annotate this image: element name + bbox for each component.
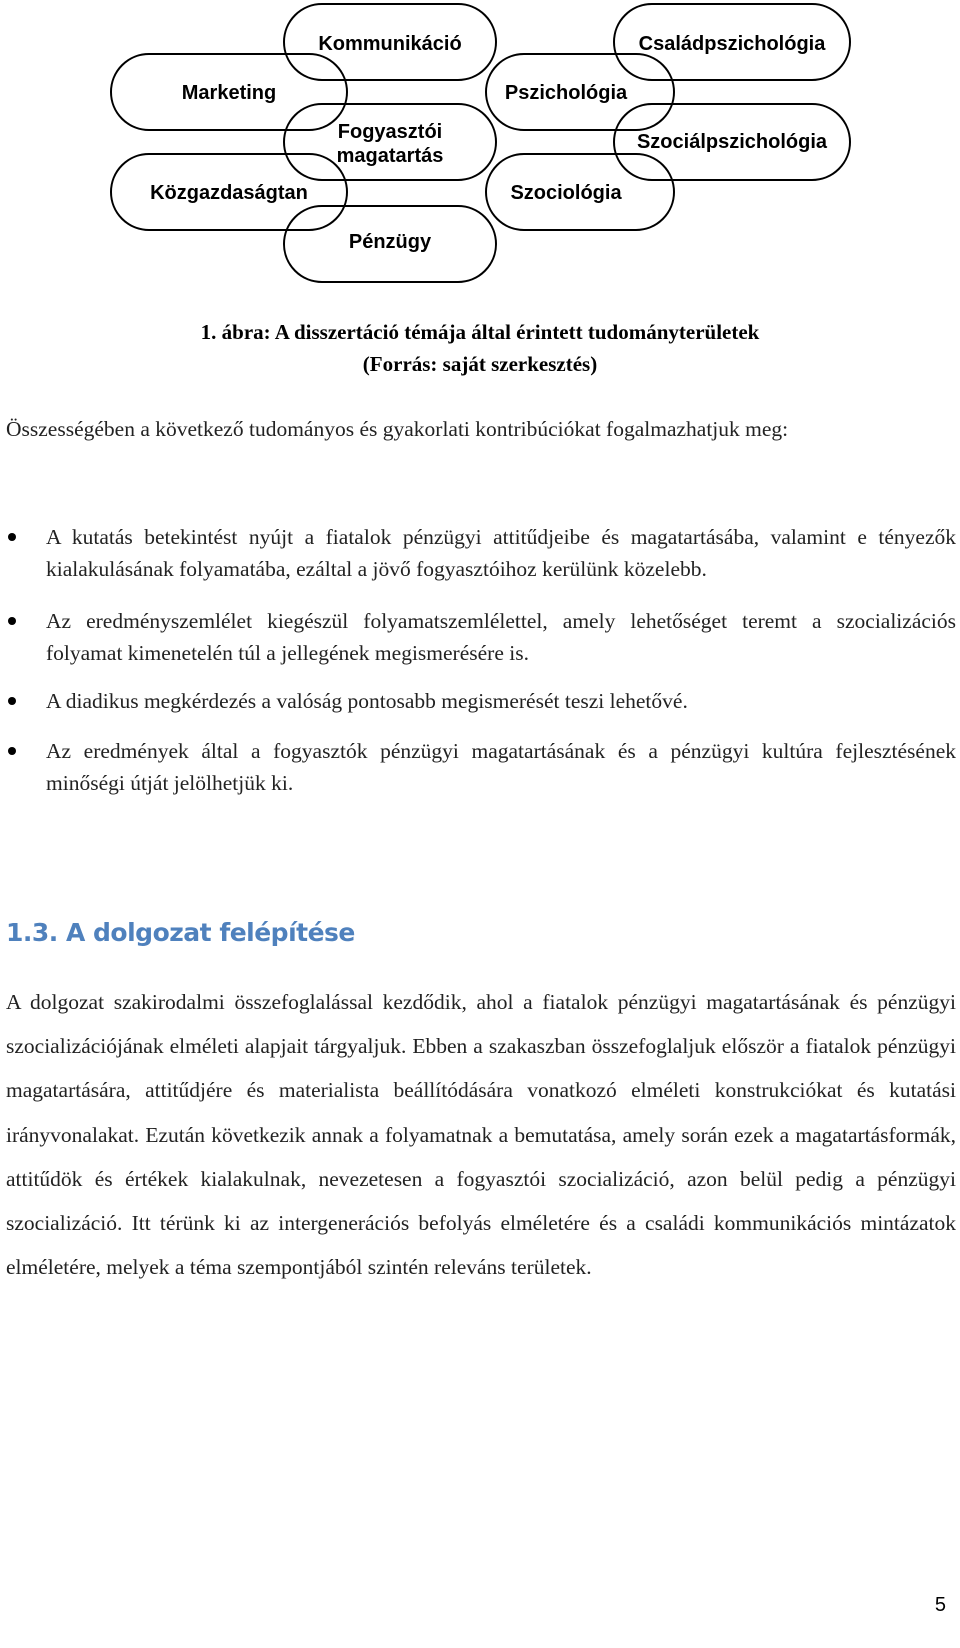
list-item bbox=[0, 735, 960, 799]
caption-line-2: (Forrás: saját szerkesztés) bbox=[362, 352, 598, 376]
bullet-icon bbox=[8, 697, 16, 705]
list-item bbox=[0, 605, 960, 669]
list-item bbox=[0, 685, 960, 717]
section-paragraph: A dolgozat szakirodalmi összefoglalással kezdődik, ahol a fiatalok pénzügyi magatartásának és pénzügyi szocializációjának elméleti alapjait tárgyaljuk. Ebben a szakaszban összefoglaljuk először a fiatalok pénzügyi magatartására, attitűdjére és materialista beállítódására vonatkozó elméleti konstrukciókat és kutatási irányvonalakat. Ezután következik annak a folyamatnak a bemutatása, amely során ezek a magatartásformák, attitűdök és értékek kialakulnak, nevezetesen a fogyasztói szocializáció, azon belül pedig a pénzügyi szocializáció. Itt térünk ki az intergenerációs befolyás elméletére és a családi kommunikációs mintázatok elméletére, melyek a téma szempontjából szintén releváns területek. bbox=[6, 990, 956, 1280]
page-number: 5 bbox=[934, 1594, 946, 1616]
discipline-diagram bbox=[0, 0, 960, 290]
label-fogyasztoi-2: magatartás bbox=[336, 145, 444, 167]
bullet-icon bbox=[8, 533, 16, 541]
list-item-text: A kutatás betekintést nyújt a fiatalok pénzügyi attitűdjeibe és magatartásába, valamint e tényezők kialakulásának folyamatába, ezáltal a jövő fogyasztóihoz kerülünk közelebb. bbox=[46, 525, 956, 581]
figure-caption bbox=[0, 316, 960, 380]
label-fogyasztoi-1: Fogyasztói bbox=[337, 121, 443, 143]
label-marketing: Marketing bbox=[181, 82, 277, 104]
bullet-icon bbox=[8, 617, 16, 625]
label-szociologia: Szociológia bbox=[510, 182, 622, 204]
list-item-text: A diadikus megkérdezés a valóság pontosabb megismerését teszi lehetővé. bbox=[46, 689, 688, 713]
list-item-text: Az eredményszemlélet kiegészül folyamatszemlélettel, amely lehetőséget teremt a szocializációs folyamat kimenetelén túl a jellegének megismerésére is. bbox=[46, 609, 956, 665]
label-kozgazdasagtan: Közgazdaságtan bbox=[150, 182, 308, 204]
label-kommunikacio: Kommunikáció bbox=[318, 33, 462, 55]
caption-line-1: 1. ábra: A disszertáció témája által érintett tudományterületek bbox=[200, 320, 760, 344]
label-pszichologia: Pszichológia bbox=[504, 82, 628, 104]
list-item-text: Az eredmények által a fogyasztók pénzügyi magatartásának és a pénzügyi kultúra fejlesztésének minőségi útját jelölhetjük ki. bbox=[46, 739, 956, 795]
intro-text: Összességében a következő tudományos és gyakorlati kontribúciókat fogalmazhatjuk meg: bbox=[6, 417, 789, 441]
bullet-icon bbox=[8, 747, 16, 755]
section-heading: 1.3. A dolgozat felépítése bbox=[6, 918, 355, 947]
label-szocialpszichologia: Szociálpszichológia bbox=[636, 131, 828, 153]
contribution-list bbox=[0, 521, 960, 799]
label-csaladpszichologia: Családpszichológia bbox=[638, 33, 826, 55]
list-item bbox=[0, 521, 960, 585]
label-penzugy: Pénzügy bbox=[348, 231, 432, 253]
